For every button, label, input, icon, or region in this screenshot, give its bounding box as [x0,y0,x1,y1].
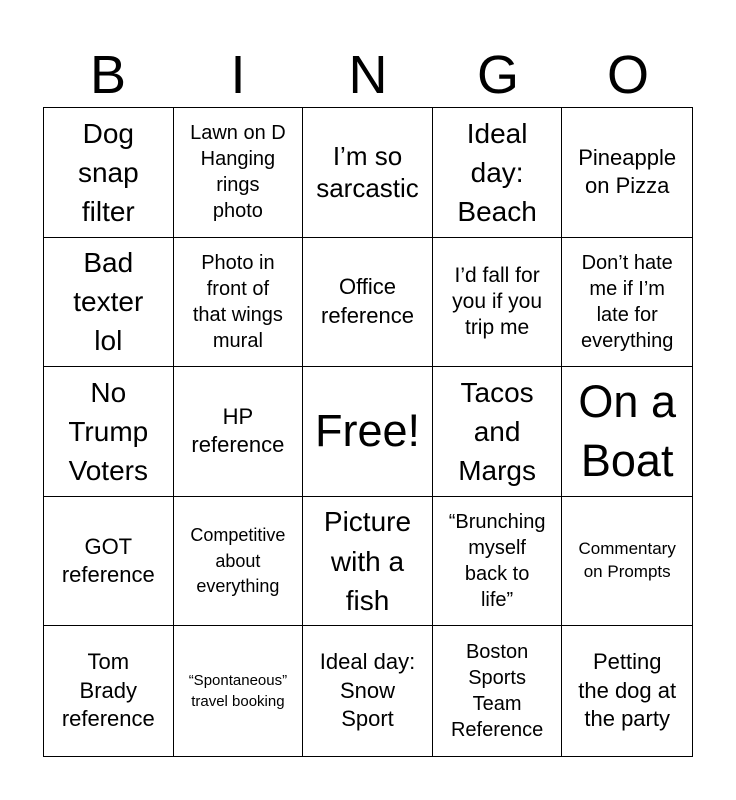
bingo-cell-r2c3[interactable] [303,238,433,368]
header-letter-g: G [476,45,519,105]
cell-text: Picture with a fish [323,506,412,616]
cell-text: Tom Brady reference [61,649,155,732]
header-letter-b: B [89,45,127,105]
cell-text: No Trump Voters [68,376,149,487]
bingo-cell-r5c2[interactable] [174,626,304,756]
bingo-cell-r5c5[interactable] [562,626,692,756]
bingo-cell-r5c3[interactable] [303,626,433,756]
bingo-cell-r3c2[interactable] [174,367,304,497]
cell-text: I’m so sarcastic [316,140,419,204]
cell-text: Boston Sports Team Reference [450,641,544,742]
cell-text: Don’t hate me if I’m late for everything [581,251,674,352]
header-letter-n: N [348,45,388,105]
cell-text: Commentary on Prompts [578,539,676,582]
bingo-cell-r3c4[interactable] [433,367,563,497]
bingo-cell-r2c1[interactable] [44,238,174,368]
cell-text: GOT reference [61,533,155,588]
bingo-cell-r5c1[interactable] [44,626,174,756]
header-letter-o: O [606,45,649,105]
bingo-cell-r1c3[interactable] [303,108,433,238]
bingo-cell-r2c2[interactable] [174,238,304,368]
cell-text: Photo in front of that wings mural [192,251,283,352]
cell-text: Pineapple on Pizza [578,144,677,199]
bingo-cell-r4c2[interactable] [174,497,304,627]
cell-text: “Spontaneous” travel booking [188,672,288,711]
bingo-cell-r1c2[interactable] [174,108,304,238]
cell-text: “Brunching myself back to life” [448,511,546,612]
bingo-header [43,42,693,108]
bingo-cell-r3c3-free[interactable] [303,367,433,497]
cell-text: Dog snap filter [77,117,139,227]
cell-text: Ideal day: Beach [457,117,537,227]
bingo-cell-r3c5[interactable] [562,367,692,497]
cell-text: HP reference [191,403,285,458]
bingo-cell-r1c1[interactable] [44,108,174,238]
bingo-cell-r2c4[interactable] [433,238,563,368]
cell-text: Bad texter lol [73,247,144,357]
bingo-board [43,107,693,757]
cell-text: On a Boat [578,375,676,487]
cell-text: Competitive about everything [190,525,286,596]
cell-text: I’d fall for you if you trip me [452,264,543,339]
bingo-cell-r5c4[interactable] [433,626,563,756]
bingo-cell-r3c1[interactable] [44,367,174,497]
bingo-cell-r4c1[interactable] [44,497,174,627]
bingo-cell-r4c3[interactable] [303,497,433,627]
free-space-label: Free! [314,405,420,457]
cell-text: Ideal day: Snow Sport [319,649,416,732]
cell-text: Petting the dog at the party [578,649,677,732]
header-letter-i: I [230,45,246,105]
bingo-cell-r1c5[interactable] [562,108,692,238]
bingo-cell-r4c4[interactable] [433,497,563,627]
bingo-cell-r4c5[interactable] [562,497,692,627]
cell-text: Office reference [321,274,414,328]
cell-text: Tacos and Margs [458,376,536,487]
cell-text: Lawn on D Hanging rings photo [190,122,286,223]
bingo-cell-r2c5[interactable] [562,238,692,368]
bingo-cell-r1c4[interactable] [433,108,563,238]
